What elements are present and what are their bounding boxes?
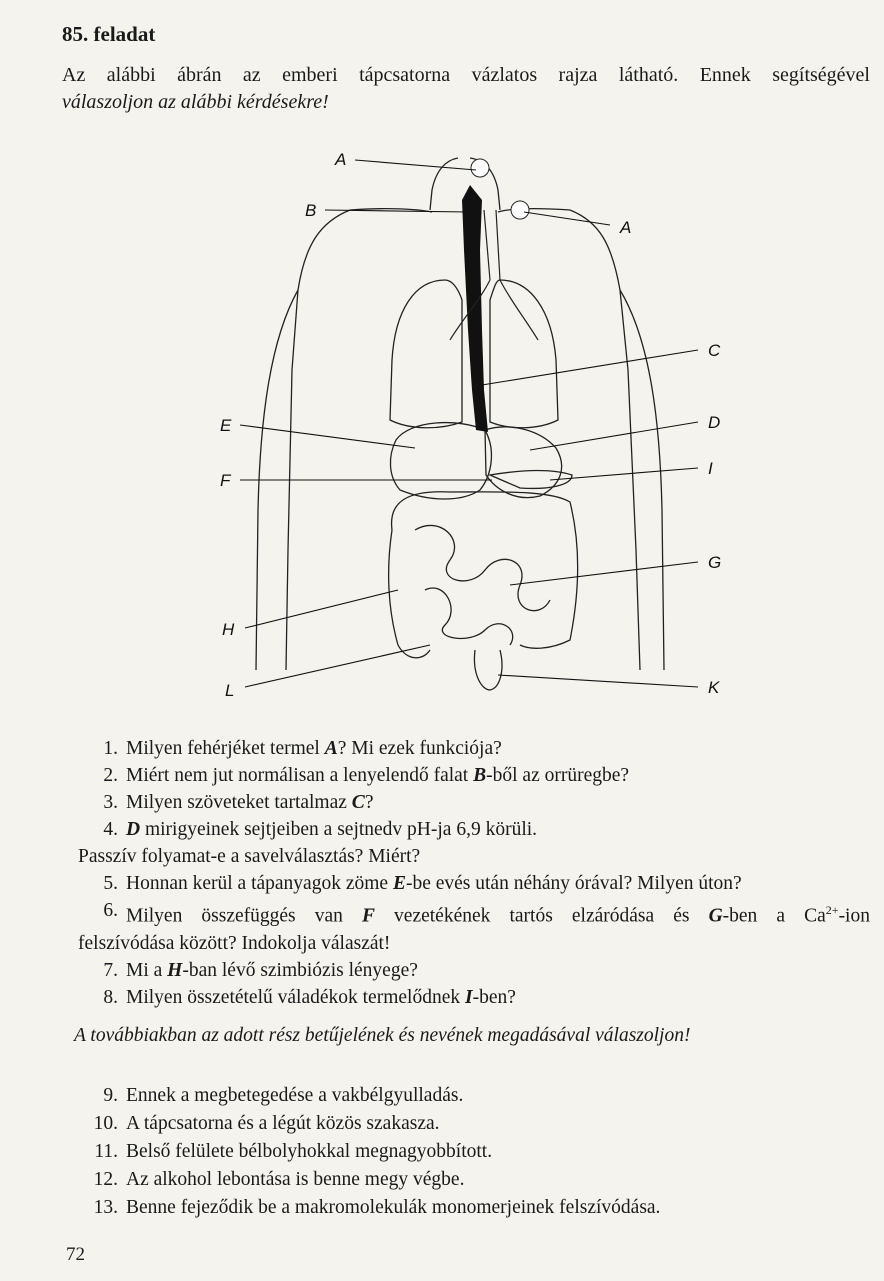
question-item [78, 789, 870, 816]
page-number: 72 [66, 1244, 85, 1265]
question-text: D mirigyeinek sejtjeiben a sejtnedv pH-ja 6,9 körüli. [126, 819, 538, 840]
label-B: B [305, 201, 317, 220]
pointer-A1 [355, 160, 476, 170]
question-list [78, 735, 870, 1011]
question-item: 10. A tápcsatorna és a légút közös szakasza. [93, 1113, 440, 1134]
label-L: L [225, 681, 235, 700]
rectum [474, 650, 502, 690]
question-item [78, 957, 870, 984]
label-A-top: A [335, 150, 347, 169]
body-outline-right [570, 210, 640, 670]
pointer-K [498, 675, 698, 687]
ascending-colon [389, 530, 430, 658]
question-item: 9. Ennek a megbetegedése a vakbélgyulladás. [103, 1085, 464, 1106]
pointer-E [240, 425, 415, 448]
pointer-I [550, 468, 698, 480]
label-G: G [708, 553, 722, 572]
esophagus [462, 185, 488, 432]
question-continuation: felszívódása között? Indokolja válaszát! [78, 932, 391, 954]
neck-left [430, 158, 458, 210]
pointer-D [530, 422, 698, 450]
intro-line-1: Az alábbi ábrán az emberi tápcsatorna vázlatos rajza látható. Ennek segítségével [62, 64, 870, 86]
label-E: E [220, 416, 232, 435]
pointer-L [245, 645, 430, 687]
pointer-A2 [524, 212, 610, 225]
question-text: Honnan kerül a tápanyagok zöme E-be evés után néhány órával? Milyen úton? [126, 873, 742, 894]
digestive-system-diagram [200, 130, 760, 710]
task-title: 85. feladat [62, 22, 156, 46]
trachea [484, 210, 500, 280]
question-number: 2. [103, 765, 118, 786]
question-continuation: Passzív folyamat-e a savelválasztás? Miért? [78, 846, 421, 867]
question-number: 1. [103, 738, 118, 759]
label-F: F [220, 471, 231, 490]
question-item [78, 762, 870, 789]
question-item [78, 897, 870, 930]
label-A-side: A [620, 218, 632, 237]
question-number: 4. [103, 819, 118, 840]
salivary-gland-top [471, 159, 489, 177]
pointer-H [245, 590, 398, 628]
label-K: K [708, 678, 720, 697]
label-C: C [708, 341, 721, 360]
question-number: 7. [103, 959, 118, 981]
question-number: 5. [103, 873, 118, 894]
question-number: 6. [103, 900, 118, 921]
salivary-gland-side [511, 201, 529, 219]
question-item: 11. Belső felülete bélbolyhokkal megnagyobbított. [94, 1141, 493, 1162]
question-text: Mi a H-ban lévő szimbiózis lényege? [126, 959, 418, 981]
question-item: 13. Benne fejeződik be a makromolekulák monomerjeinek felszívódása. [93, 1197, 661, 1218]
label-I: I [708, 459, 713, 478]
diagram-svg [200, 130, 760, 710]
question-item: 12. Az alkohol lebontása is benne megy végbe. [93, 1169, 465, 1190]
lung-left [390, 280, 462, 428]
label-D: D [708, 413, 721, 432]
question-text: Milyen szöveteket tartalmaz C? [126, 792, 374, 813]
question-text: Miért nem jut normálisan a lenyelendő falat B-ből az orrüregbe? [126, 765, 630, 786]
question-text: Milyen fehérjéket termel A? Mi ezek funkciója? [126, 738, 502, 759]
intro-text [62, 62, 870, 116]
question-number: 8. [103, 986, 118, 1008]
pointer-C [482, 350, 698, 385]
intro-line-2: válaszoljon az alábbi kérdésekre! [62, 91, 329, 113]
question-list-2 [78, 1082, 870, 1222]
question-text: Milyen összetételű váladékok termelődnek I-ben? [126, 986, 516, 1008]
pointer-G [510, 562, 698, 585]
body-outline [286, 210, 350, 670]
question-item [78, 870, 870, 897]
instruction-note: A továbbiakban az adott rész betűjelének és nevének megadásával válaszoljon! [74, 1025, 691, 1046]
liver [390, 423, 491, 499]
label-H: H [222, 620, 235, 639]
arm-right [620, 290, 664, 670]
shoulder-right [498, 209, 570, 212]
question-item [78, 984, 870, 1011]
lung-right [490, 280, 558, 428]
question-item [78, 816, 870, 843]
question-number: 3. [103, 792, 118, 813]
question-text: Milyen összefüggés van F vezetékének tartós elzáródása és G-ben a $Ca^{2+}$-ion [126, 903, 870, 927]
question-item [78, 735, 870, 762]
small-intestine [415, 525, 550, 645]
